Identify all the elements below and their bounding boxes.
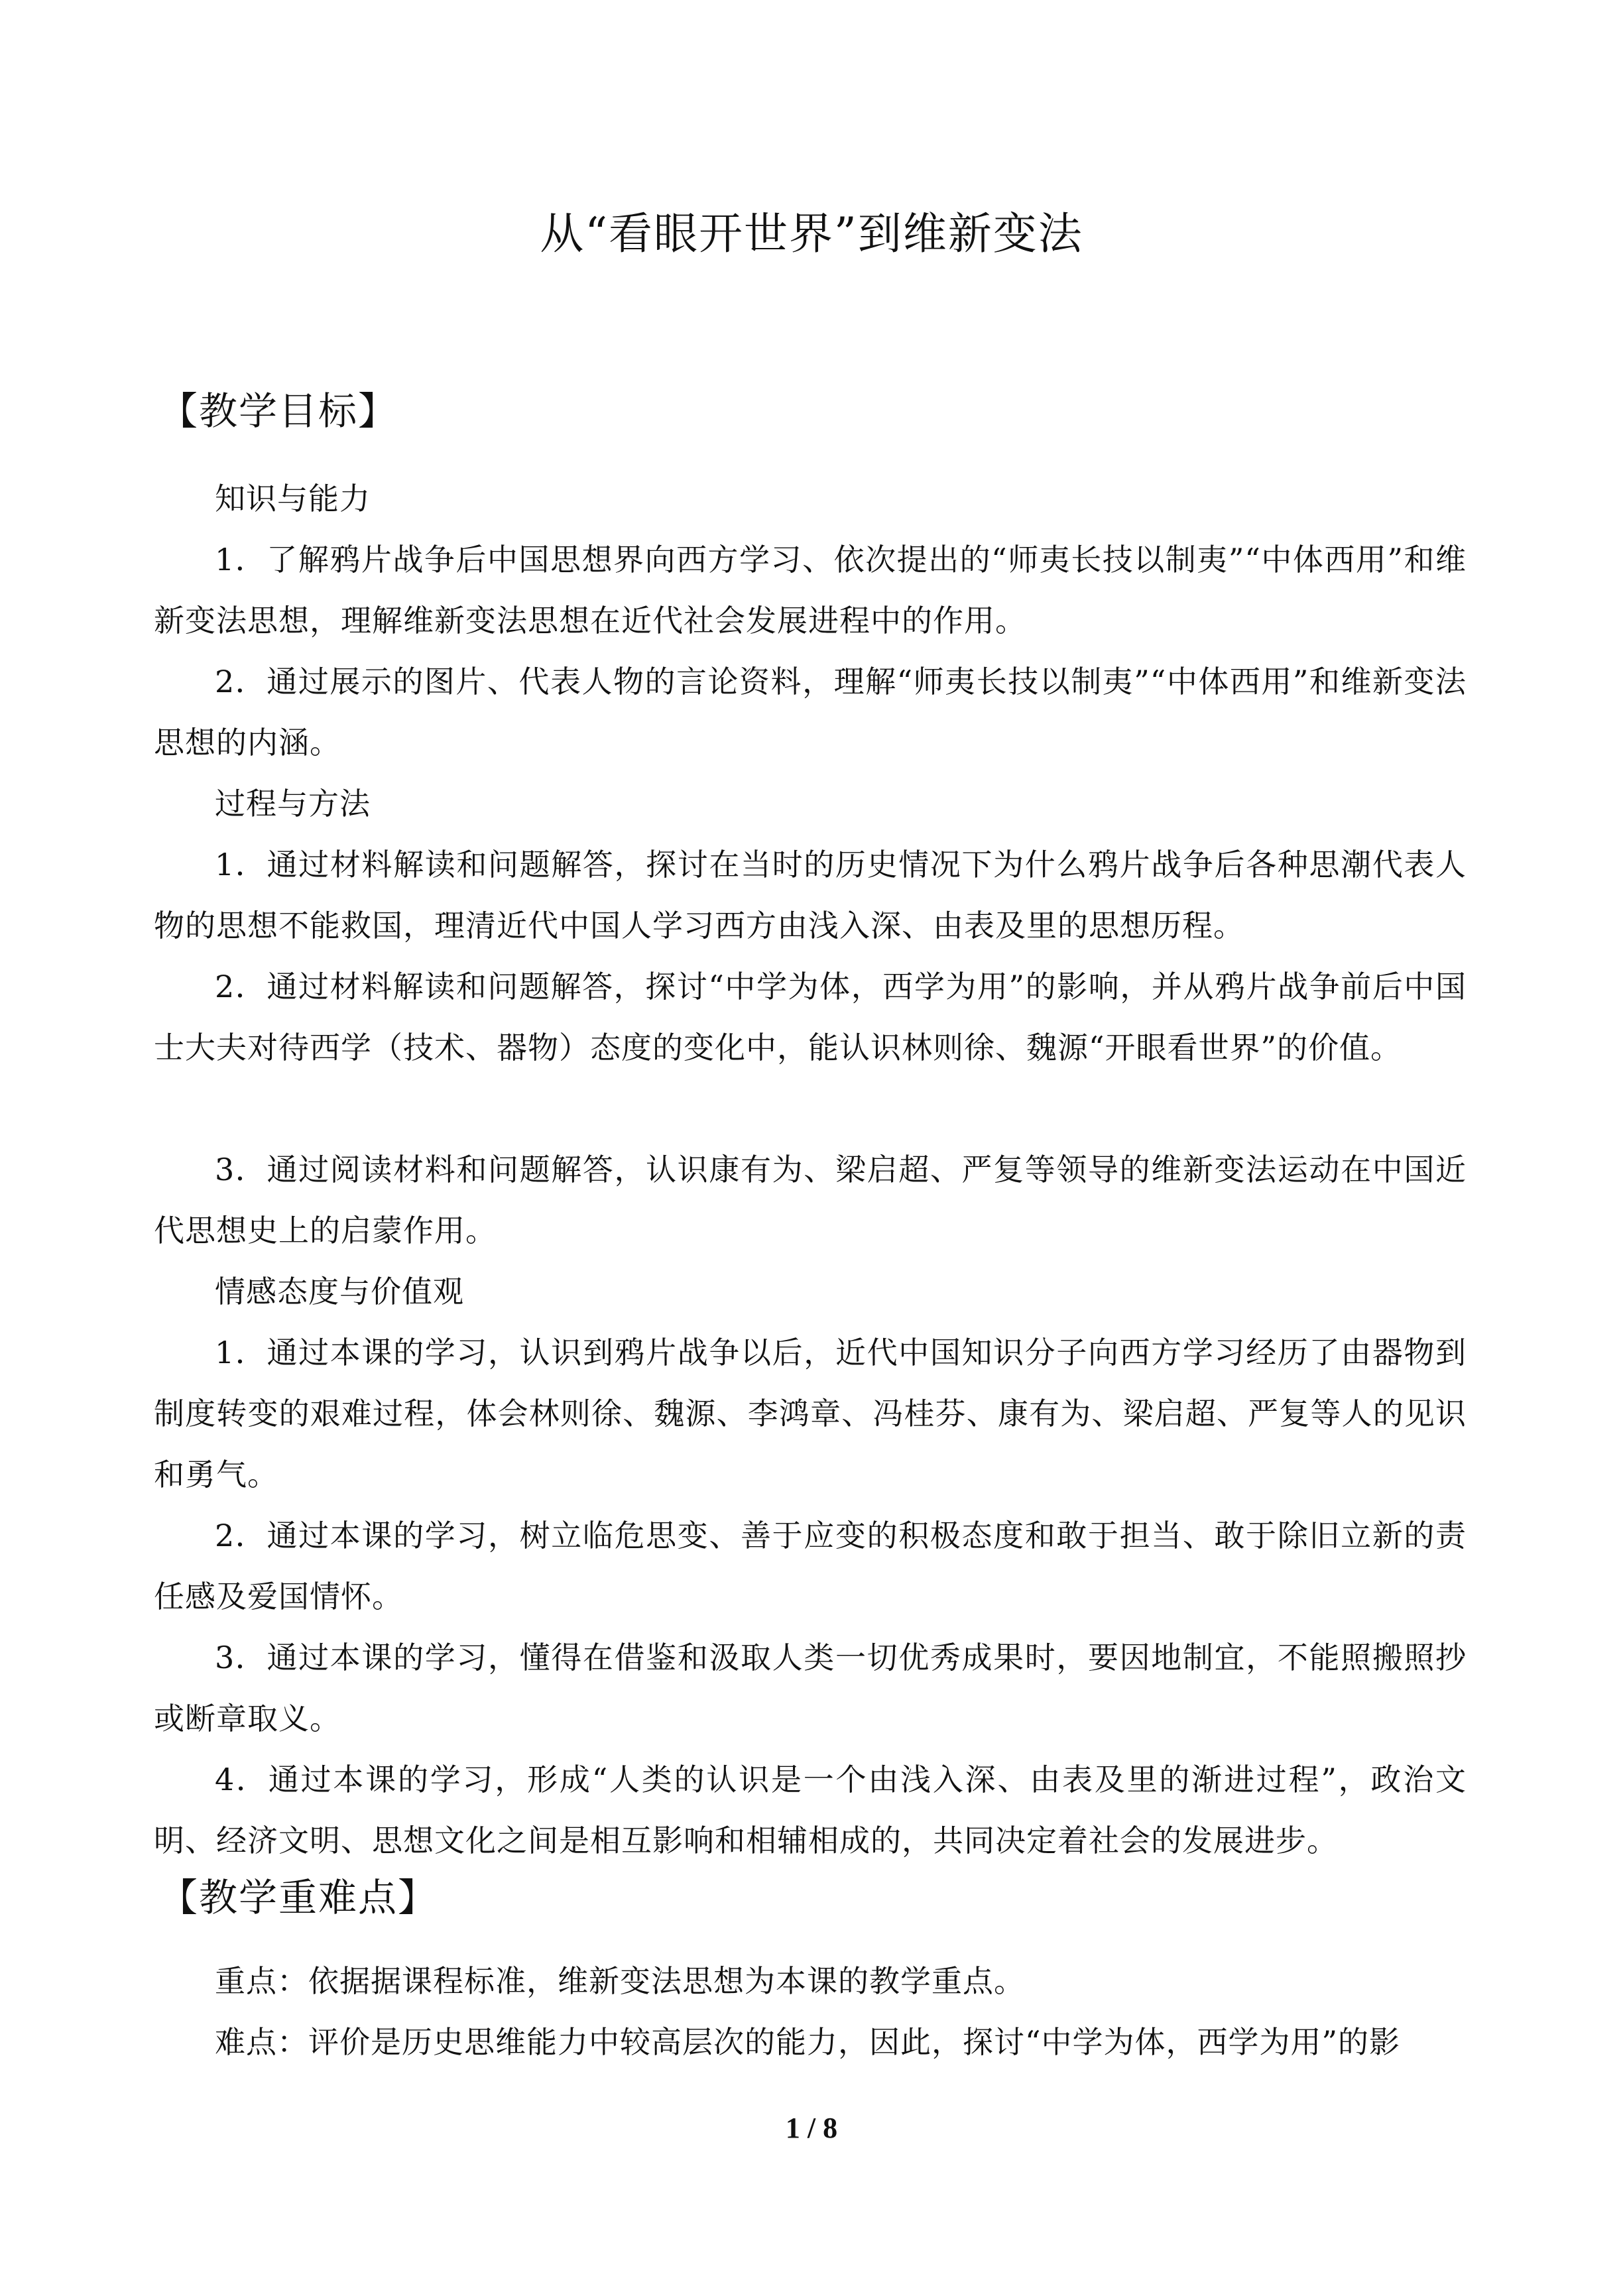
subhead-knowledge: 知识与能力: [215, 481, 371, 516]
paragraph-knowledge-2: 2．通过展示的图片、代表人物的言论资料，理解“师夷长技以制夷”“中体西用”和维新变法思想的内涵。: [154, 664, 1467, 760]
paragraph-process-3: 3．通过阅读材料和问题解答，认识康有为、梁启超、严复等领导的维新变法运动在中国近代思想史上的启蒙作用。: [154, 1152, 1467, 1248]
paragraph-values-3: 3．通过本课的学习，懂得在借鉴和汲取人类一切优秀成果时，要因地制宜，不能照搬照抄或断章取义。: [154, 1640, 1467, 1736]
paragraph-difficulty: 难点：评价是历史思维能力中较高层次的能力，因此，探讨“中学为体，西学为用”的影: [215, 2024, 1401, 2060]
subhead-values: 情感态度与价值观: [215, 1274, 464, 1309]
paragraph-values-4: 4．通过本课的学习，形成“人类的认识是一个由浅入深、由表及里的渐进过程”，政治文明、经济文明、思想文化之间是相互影响和相辅相成的，共同决定着社会的发展进步。: [154, 1762, 1467, 1858]
paragraph-values-2: 2．通过本课的学习，树立临危思变、善于应变的积极态度和敢于担当、敢于除旧立新的责任感及爱国情怀。: [154, 1518, 1467, 1614]
section-heading-objectives: 【教学目标】: [159, 389, 398, 434]
paragraph-process-1: 1．通过材料解读和问题解答，探讨在当时的历史情况下为什么鸦片战争后各种思潮代表人物的思想不能救国，理清近代中国人学习西方由浅入深、由表及里的思想历程。: [154, 847, 1467, 943]
document-title: 从“看眼开世界”到维新变法: [540, 208, 1083, 259]
section-heading-key-points: 【教学重难点】: [159, 1875, 438, 1920]
paragraph-knowledge-1: 1．了解鸦片战争后中国思想界向西方学习、依次提出的“师夷长技以制夷”“中体西用”和维新变法思想，理解维新变法思想在近代社会发展进程中的作用。: [154, 542, 1467, 638]
paragraph-process-2: 2．通过材料解读和问题解答，探讨“中学为体，西学为用”的影响，并从鸦片战争前后中国士大夫对待西学（技术、器物）态度的变化中，能认识林则徐、魏源“开眼看世界”的价值。: [154, 969, 1467, 1065]
paragraph-values-1: 1．通过本课的学习，认识到鸦片战争以后，近代中国知识分子向西方学习经历了由器物到制度转变的艰难过程，体会林则徐、魏源、李鸿章、冯桂芬、康有为、梁启超、严复等人的见识和勇气。: [154, 1335, 1467, 1492]
page-number: 1 / 8: [785, 2112, 838, 2144]
paragraph-focus: 重点：依据据课程标准，维新变法思想为本课的教学重点。: [215, 1963, 1025, 1999]
subhead-process: 过程与方法: [215, 786, 371, 821]
